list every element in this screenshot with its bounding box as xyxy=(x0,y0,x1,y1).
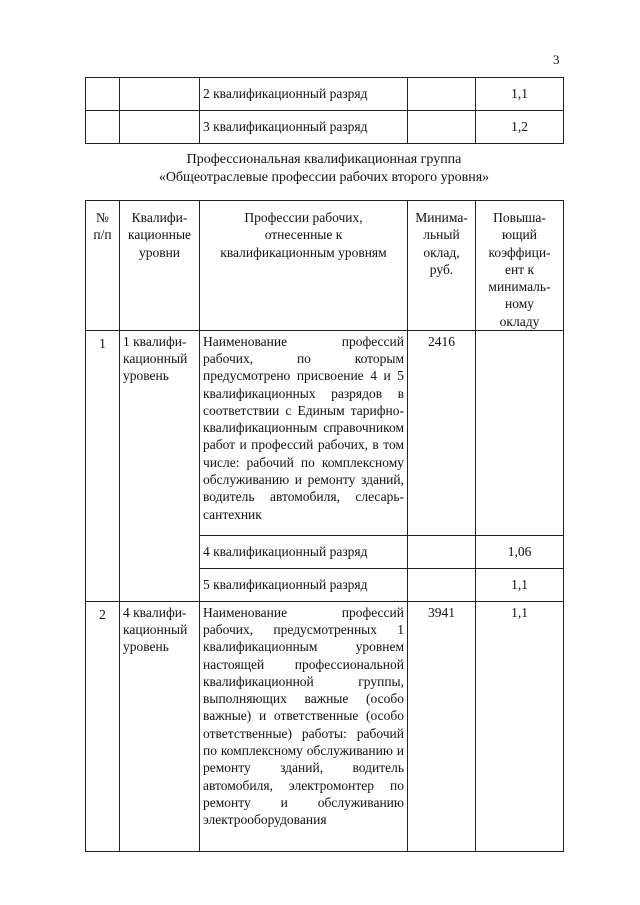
empty-cell xyxy=(86,111,120,144)
header-levels: Квалифи-кационные уровни xyxy=(120,201,200,331)
empty-cell xyxy=(120,78,200,111)
coefficient: 1,2 xyxy=(476,111,564,144)
empty-cell xyxy=(120,111,200,144)
profession-description: Наименование профессий рабочих, по которым предусмотрено присвоение 4 и 5 квалификационных разрядов в соответствии с Единым тарифно-квалификационным справочником работ и профессий рабочих, в том числе: рабочий по комплексному обслуживанию и ремонту зданий, водитель автомобиля, слесарь-сантехник xyxy=(200,330,408,535)
coefficient: 1,06 xyxy=(476,535,564,568)
group-title-line2: «Общеотраслевые профессии рабочих второго уровня» xyxy=(158,169,490,185)
group-title-line1: Профессиональная квалификационная группа xyxy=(186,152,462,167)
coefficient: 1,1 xyxy=(476,568,564,601)
coefficient: 1,1 xyxy=(476,78,564,111)
qualification-grade: 4 квалификационный разряд xyxy=(200,535,408,568)
table-row xyxy=(86,330,564,535)
empty-cell xyxy=(408,568,476,601)
qualification-level: 4 квалифи-кационный уровень xyxy=(120,601,200,851)
header-salary: Минима-льный оклад, руб. xyxy=(408,201,476,331)
coefficient: 1,1 xyxy=(476,601,564,851)
qualification-table xyxy=(85,200,564,852)
table-row xyxy=(86,111,564,144)
group-title xyxy=(85,151,563,186)
table-header-row xyxy=(86,201,564,331)
profession-description: Наименование профессий рабочих, предусмотренных 1 квалификационным уровнем настоящей профессиональной квалификационной группы, выполняющих важные (особо важные) и ответственные (особо ответственные) работы: рабочий по комплексному обслуживанию и ремонту зданий, водитель автомобиля, электромонтер по ремонту и обслуживанию электрооборудования xyxy=(200,601,408,851)
qualification-grade: 2 квалификационный разряд xyxy=(200,78,408,111)
qualification-level: 1 квалифи-кационный уровень xyxy=(120,330,200,601)
coefficient xyxy=(476,330,564,535)
header-num: № п/п xyxy=(86,201,120,331)
empty-cell xyxy=(408,78,476,111)
table-row xyxy=(86,78,564,111)
empty-cell xyxy=(86,78,120,111)
minimum-salary: 3941 xyxy=(408,601,476,851)
row-number: 1 xyxy=(86,330,120,601)
qualification-grade: 3 квалификационный разряд xyxy=(200,111,408,144)
empty-cell xyxy=(408,111,476,144)
empty-cell xyxy=(408,535,476,568)
page-number: 3 xyxy=(553,52,560,67)
minimum-salary: 2416 xyxy=(408,330,476,535)
header-coef: Повыша-ющий коэффици-ент к минималь-ному окладу xyxy=(476,201,564,331)
table-row xyxy=(86,601,564,851)
row-number: 2 xyxy=(86,601,120,851)
top-continuation-table xyxy=(85,77,564,144)
qualification-grade: 5 квалификационный разряд xyxy=(200,568,408,601)
header-professions: Профессии рабочих, отнесенные к квалификационным уровням xyxy=(200,201,408,331)
